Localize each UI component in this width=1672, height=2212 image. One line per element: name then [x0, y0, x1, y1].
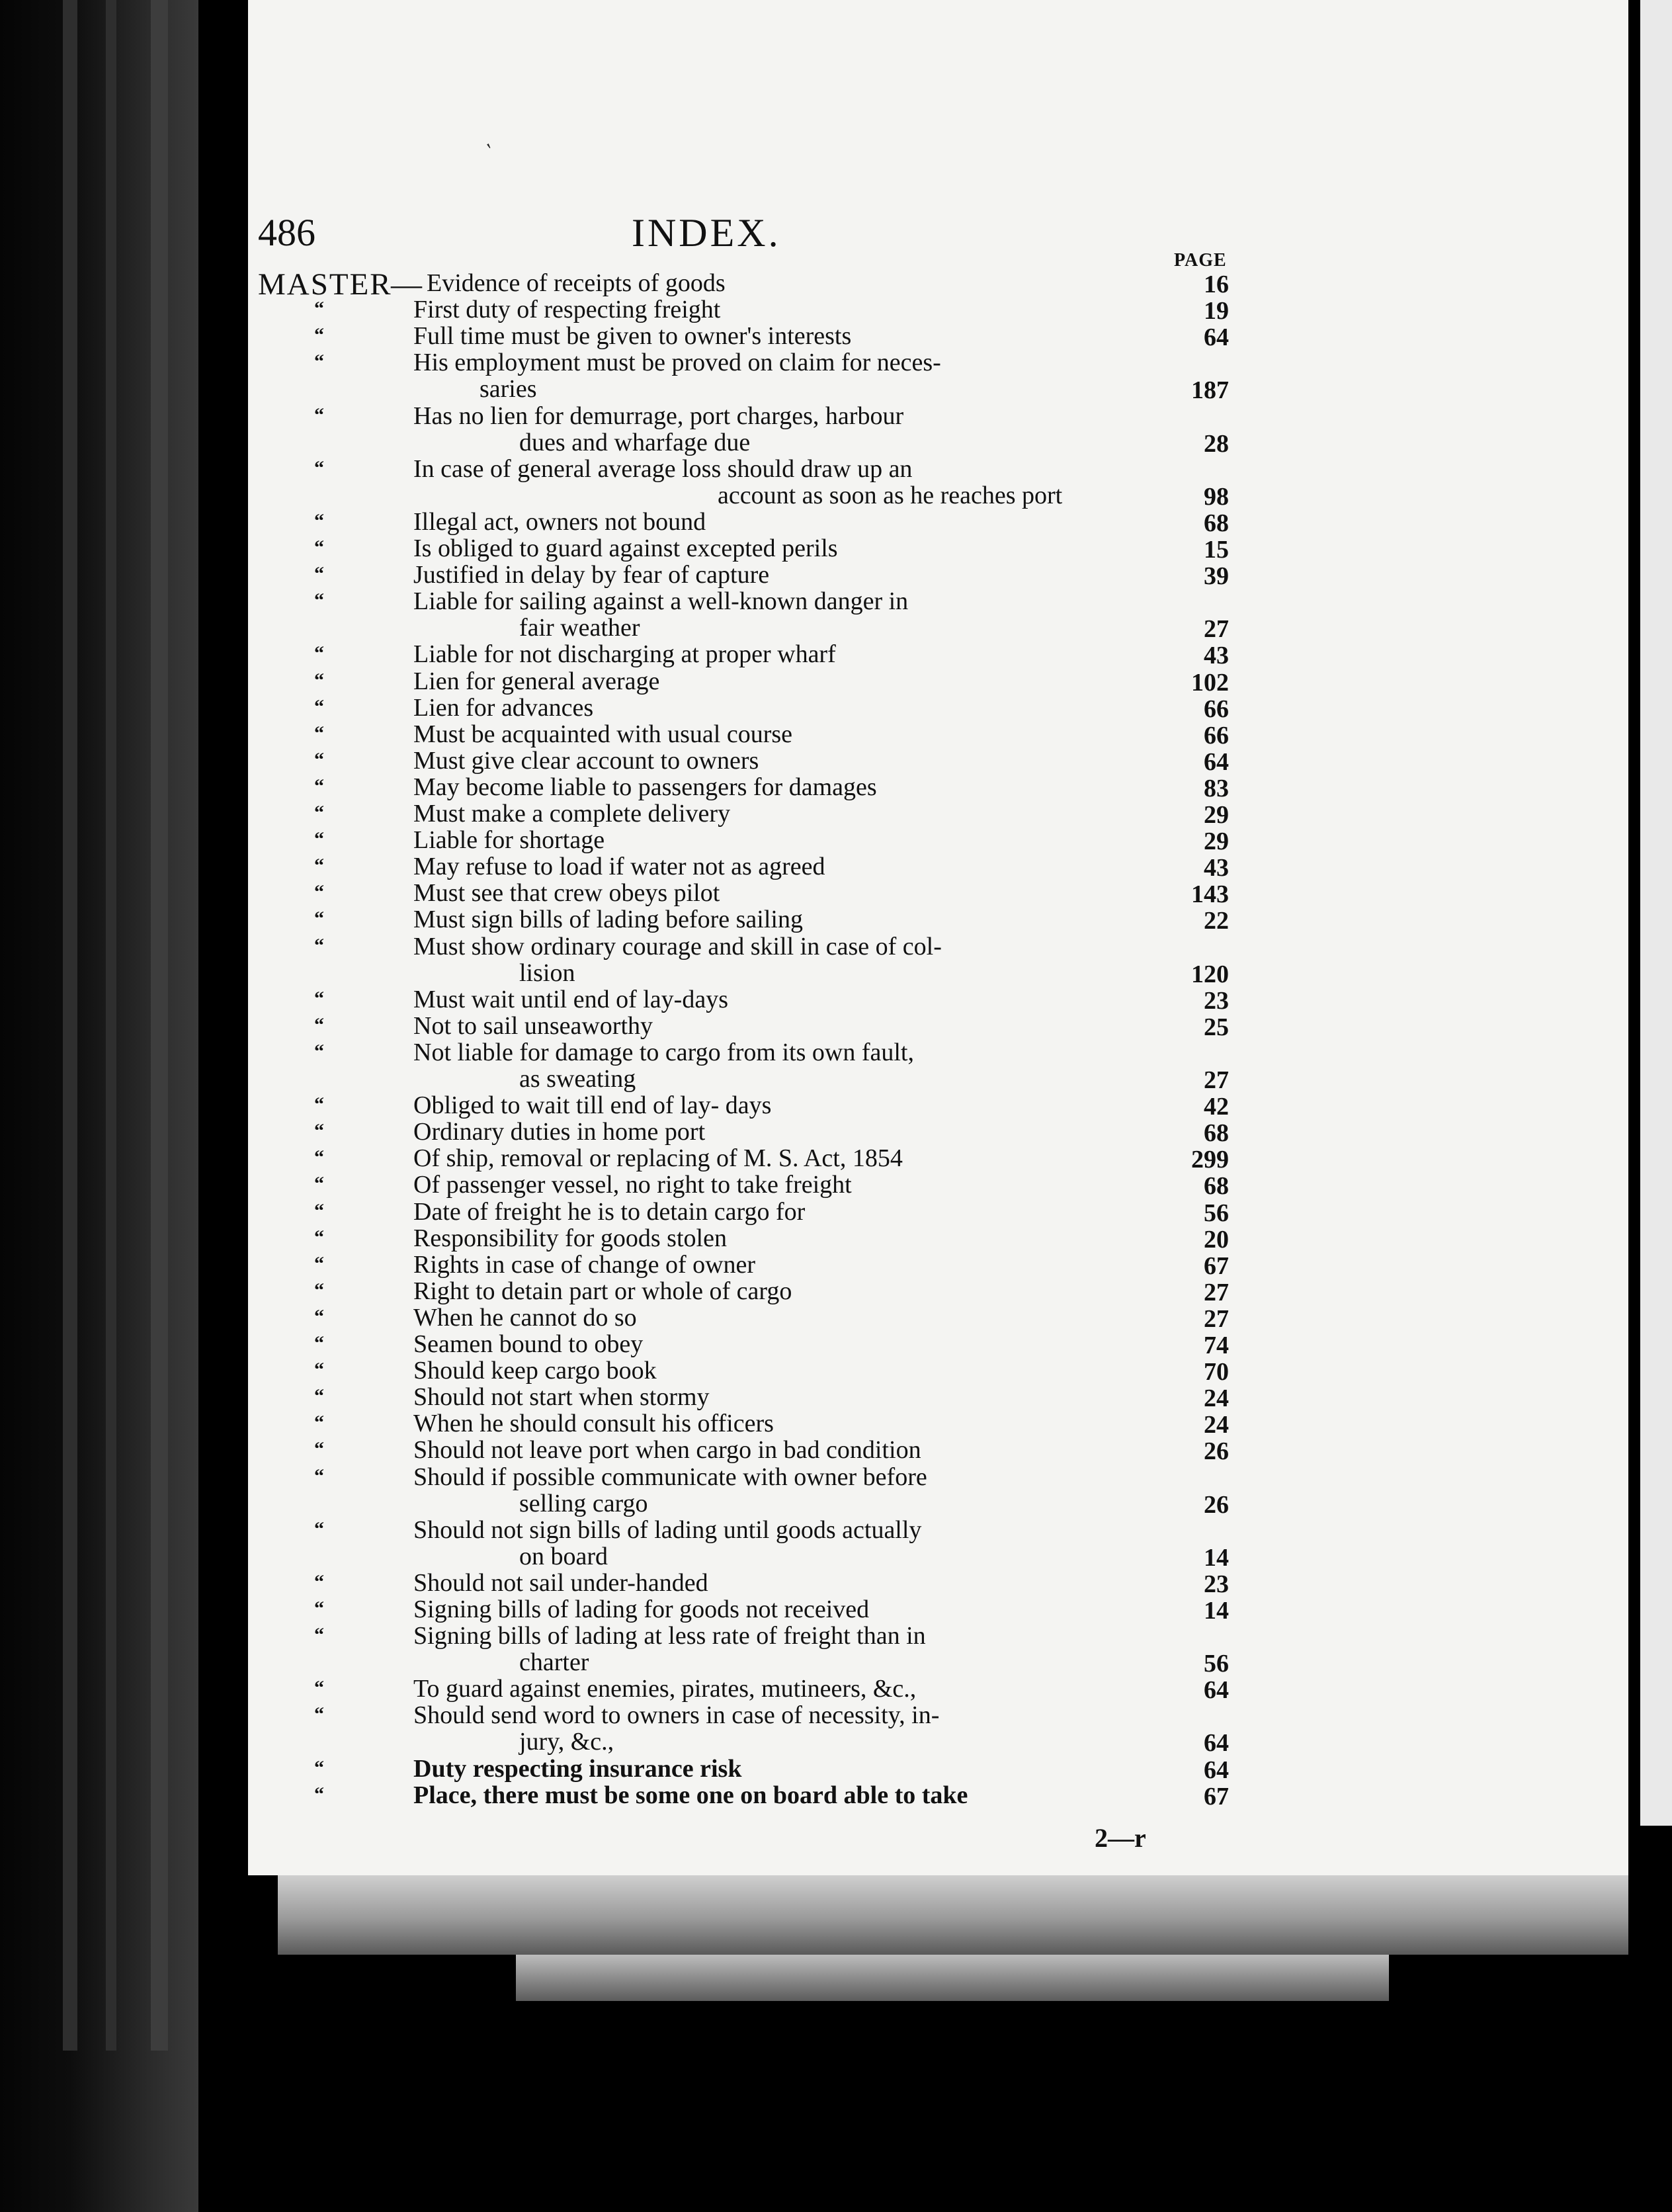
- entry-text: Evidence of receipts of goods: [427, 269, 726, 297]
- entry-text: Must see that crew obeys pilot: [413, 879, 720, 908]
- entry-page-number: 64: [1204, 323, 1229, 352]
- ditto-mark: “: [314, 1093, 324, 1116]
- ditto-mark: “: [314, 695, 324, 718]
- ditto-mark: “: [314, 748, 324, 771]
- entry-page-number: 187: [1191, 376, 1229, 405]
- ditto-mark: “: [314, 1412, 324, 1434]
- entry-continuation: saries: [480, 375, 537, 404]
- ditto-mark: “: [314, 1385, 324, 1408]
- ditto-mark: “: [314, 509, 324, 532]
- entry-text: Right to detain part or whole of cargo: [413, 1277, 792, 1305]
- ditto-mark: “: [314, 1570, 324, 1593]
- ditto-mark: “: [314, 1305, 324, 1328]
- ditto-mark: “: [314, 987, 324, 1009]
- ditto-mark: “: [314, 1783, 324, 1805]
- entry-page-number: 27: [1204, 1304, 1229, 1333]
- entry-text: His employment must be proved on claim for neces-: [413, 349, 941, 377]
- entry-page-number: 16: [1204, 271, 1229, 298]
- entry-text: May become liable to passengers for damages: [413, 773, 877, 801]
- entry-continuation: jury, &c.,: [519, 1728, 614, 1756]
- ditto-mark: “: [314, 642, 324, 665]
- entry-page-number: 299: [1191, 1146, 1229, 1174]
- entry-text: Not to sail unseaworthy: [413, 1011, 653, 1040]
- entry-page-number: 64: [1204, 1676, 1229, 1705]
- entry-text: Must show ordinary courage and skill in case of col-: [413, 932, 942, 960]
- entry-page-number: 67: [1204, 1782, 1229, 1810]
- entry-page-number: 22: [1204, 907, 1229, 935]
- entry-text: Must make a complete delivery: [413, 800, 731, 828]
- entry-page-number: 74: [1204, 1332, 1229, 1359]
- ditto-mark: “: [314, 589, 324, 612]
- binding-band: [151, 0, 168, 2051]
- entry-text: Lien for advances: [413, 693, 594, 722]
- ditto-mark: “: [314, 1173, 324, 1195]
- entry-page-number: 24: [1204, 1411, 1229, 1439]
- entry-text: Full time must be given to owner's interests: [413, 322, 852, 351]
- entry-page-number: 64: [1204, 747, 1229, 776]
- entry-page-number: 42: [1204, 1093, 1229, 1121]
- entry-page-number: 27: [1204, 615, 1229, 644]
- entry-page-number: 29: [1204, 828, 1229, 856]
- entry-page-number: 28: [1204, 429, 1229, 458]
- ditto-mark: “: [314, 456, 324, 479]
- ditto-mark: “: [314, 1677, 324, 1699]
- entry-page-number: 39: [1204, 562, 1229, 591]
- ditto-mark: “: [314, 1624, 324, 1646]
- ditto-mark: “: [314, 298, 324, 320]
- index-heading-dash: —: [391, 267, 422, 302]
- ditto-mark: “: [314, 722, 324, 744]
- entry-continuation: dues and wharfage due: [519, 428, 751, 456]
- entry-continuation: selling cargo: [519, 1489, 648, 1517]
- entry-page-number: 68: [1204, 1119, 1229, 1148]
- binding-band: [63, 0, 77, 2051]
- entry-text: Ordinary duties in home port: [413, 1118, 706, 1146]
- entry-text: Liable for sailing against a well-known danger in: [413, 587, 909, 616]
- entry-text: Must give clear account to owners: [413, 746, 759, 775]
- book-binding-edge: [0, 0, 198, 2212]
- entry-text: Must wait until end of lay-days: [413, 985, 728, 1013]
- entry-page-number: 64: [1204, 1729, 1229, 1758]
- entry-page-number: 26: [1204, 1437, 1229, 1466]
- entry-page-number: 25: [1204, 1013, 1229, 1041]
- entry-text: Should if possible communicate with owner before: [413, 1463, 927, 1491]
- page-header: [0, 210, 1672, 271]
- page-stack-edge: [516, 1955, 1389, 2001]
- entry-page-number: 23: [1204, 986, 1229, 1015]
- entry-text: Should not sail under-handed: [413, 1568, 708, 1597]
- entry-text: Illegal act, owners not bound: [413, 507, 706, 536]
- entry-text: Liable for shortage: [413, 826, 605, 855]
- ditto-mark: “: [314, 1146, 324, 1169]
- entry-text: Date of freight he is to detain cargo for: [413, 1197, 806, 1226]
- entry-page-number: 83: [1204, 774, 1229, 802]
- ditto-mark: “: [314, 1756, 324, 1779]
- ditto-mark: “: [314, 1226, 324, 1248]
- entry-page-number: 56: [1204, 1199, 1229, 1227]
- entry-text: Must be acquainted with usual course: [413, 720, 793, 748]
- entry-text: Has no lien for demurrage, port charges, harbour: [413, 402, 904, 430]
- ditto-mark: “: [314, 881, 324, 904]
- ditto-mark: “: [314, 536, 324, 558]
- entry-text: To guard against enemies, pirates, mutineers, &c.,: [413, 1675, 917, 1703]
- ditto-mark: “: [314, 1199, 324, 1222]
- ditto-mark: “: [314, 908, 324, 930]
- ditto-mark: “: [314, 802, 324, 824]
- entry-text: Should not leave port when cargo in bad condition: [413, 1436, 921, 1465]
- ditto-mark: “: [314, 1597, 324, 1619]
- entry-text: Responsibility for goods stolen: [413, 1224, 727, 1252]
- entry-page-number: 24: [1204, 1384, 1229, 1413]
- ditto-mark: “: [314, 404, 324, 426]
- entry-page-number: 26: [1204, 1490, 1229, 1519]
- entry-text: Place, there must be some one on board able to take: [413, 1781, 968, 1809]
- entry-page-number: 14: [1204, 1597, 1229, 1625]
- entry-page-number: 23: [1204, 1570, 1229, 1598]
- entry-continuation: on board: [519, 1542, 608, 1570]
- entry-text: When he should consult his officers: [413, 1410, 774, 1438]
- entry-continuation: charter: [519, 1648, 589, 1677]
- signature-mark: 2—r: [1095, 1823, 1146, 1853]
- entry-text: Rights in case of change of owner: [413, 1250, 756, 1279]
- ditto-mark: “: [314, 1438, 324, 1461]
- entry-page-number: 66: [1204, 695, 1229, 723]
- entry-text: Liable for not discharging at proper wharf: [413, 640, 836, 669]
- page-stack-edge: [278, 1875, 1630, 1955]
- entry-text: Of ship, removal or replacing of M. S. Act, 1854: [413, 1144, 903, 1173]
- entry-page-number: 67: [1204, 1252, 1229, 1280]
- ditto-mark: “: [314, 1703, 324, 1726]
- entry-text: Signing bills of lading for goods not received: [413, 1595, 870, 1623]
- entry-page-number: 14: [1204, 1543, 1229, 1572]
- ditto-mark: “: [314, 351, 324, 373]
- ditto-mark: “: [314, 855, 324, 877]
- entry-continuation: account as soon as he reaches port: [718, 481, 1063, 509]
- entry-page-number: 15: [1204, 536, 1229, 564]
- entry-page-number: 29: [1204, 801, 1229, 829]
- entry-page-number: 98: [1204, 482, 1229, 511]
- ditto-mark: “: [314, 324, 324, 347]
- binding-band: [106, 0, 116, 2051]
- entry-text: First duty of respecting freight: [413, 296, 721, 324]
- ditto-mark: “: [314, 1517, 324, 1540]
- entry-text: Should send word to owners in case of necessity, in-: [413, 1701, 940, 1730]
- entry-page-number: 56: [1204, 1650, 1229, 1678]
- entry-text: Is obliged to guard against excepted perils: [413, 534, 838, 562]
- ditto-mark: “: [314, 1120, 324, 1142]
- page-number: 486: [258, 211, 315, 254]
- ditto-mark: “: [314, 934, 324, 957]
- entry-text: In case of general average loss should draw up an: [413, 454, 913, 483]
- entry-page-number: 43: [1204, 854, 1229, 882]
- entry-text: Must sign bills of lading before sailing: [413, 906, 803, 934]
- entry-page-number: 66: [1204, 721, 1229, 749]
- entry-page-number: 64: [1204, 1756, 1229, 1784]
- entry-continuation: lision: [519, 958, 575, 987]
- entry-text: May refuse to load if water not as agreed: [413, 853, 825, 881]
- ditto-mark: “: [314, 1040, 324, 1062]
- entry-page-number: 70: [1204, 1358, 1229, 1386]
- ditto-mark: “: [314, 1279, 324, 1301]
- entry-page-number: 120: [1191, 960, 1229, 988]
- page-column-label: PAGE: [1174, 250, 1227, 271]
- ditto-mark: “: [314, 828, 324, 851]
- entry-page-number: 27: [1204, 1278, 1229, 1306]
- entry-page-number: 43: [1204, 642, 1229, 670]
- entry-text: When he cannot do so: [413, 1303, 637, 1332]
- entry-page-number: 68: [1204, 509, 1229, 537]
- ditto-mark: “: [314, 1013, 324, 1036]
- entry-text: Not liable for damage to cargo from its own fault,: [413, 1038, 914, 1066]
- entry-text: Lien for general average: [413, 667, 660, 695]
- entry-text: Should not sign bills of lading until goods actually: [413, 1515, 922, 1544]
- entry-continuation: fair weather: [519, 614, 640, 642]
- entry-page-number: 19: [1204, 297, 1229, 325]
- entry-page-number: 20: [1204, 1225, 1229, 1254]
- entry-text: Justified in delay by fear of capture: [413, 561, 770, 589]
- ditto-mark: “: [314, 1332, 324, 1354]
- ditto-mark: “: [314, 1465, 324, 1487]
- entry-text: Of passenger vessel, no right to take freight: [413, 1171, 852, 1199]
- entry-page-number: 68: [1204, 1172, 1229, 1201]
- entry-continuation: as sweating: [519, 1064, 636, 1093]
- entry-text: Should not start when stormy: [413, 1383, 710, 1412]
- entry-text: Seamen bound to obey: [413, 1330, 644, 1358]
- entry-text: Should keep cargo book: [413, 1357, 657, 1385]
- entry-page-number: 102: [1191, 668, 1229, 697]
- print-speck: ': [483, 139, 499, 161]
- ditto-mark: “: [314, 1359, 324, 1381]
- running-title: INDEX.: [632, 211, 781, 255]
- entry-page-number: 27: [1204, 1066, 1229, 1094]
- entry-text: Signing bills of lading at less rate of freight than in: [413, 1622, 926, 1650]
- ditto-mark: “: [314, 563, 324, 585]
- facing-page-edge: [1628, 0, 1672, 2212]
- entry-text: Duty respecting insurance risk: [413, 1754, 742, 1783]
- ditto-mark: “: [314, 1252, 324, 1275]
- index-heading: MASTER: [258, 267, 392, 302]
- ditto-mark: “: [314, 775, 324, 797]
- entry-page-number: 143: [1191, 880, 1229, 909]
- entry-text: Obliged to wait till end of lay- days: [413, 1091, 772, 1120]
- ditto-mark: “: [314, 669, 324, 691]
